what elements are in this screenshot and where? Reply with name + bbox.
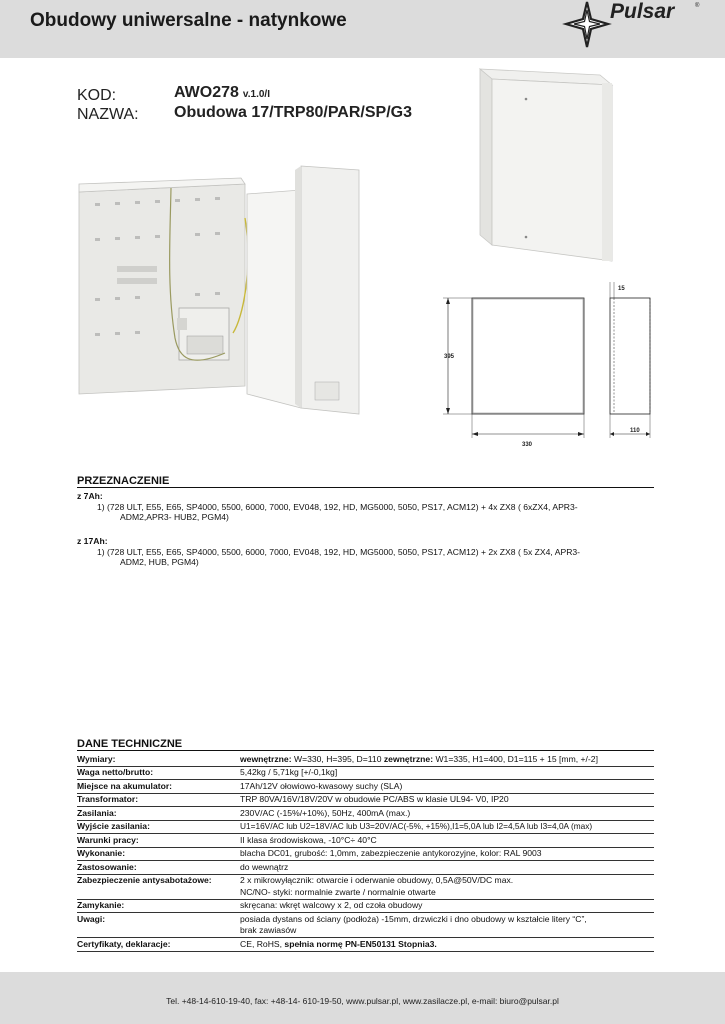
pulsar-star-icon [562,0,612,50]
table-row [77,874,654,899]
row-key: Wyjście zasilania: [77,820,240,834]
value-line: NC/NO- styki: normalnie zwarte / normalnie otwarte [240,886,436,897]
value-bold: wewnętrzne: [240,753,292,764]
table-row [77,899,654,913]
value-bold: zewnętrzne: [383,753,434,764]
table-row [77,820,654,834]
row-key: Wymiary: [77,753,240,766]
product-code-value: AWO278 [174,84,239,101]
row-key: Zastosowanie: [77,861,240,875]
offset-dimension: 15 [618,286,625,292]
row-value [240,913,654,938]
page-title: Obudowy uniwersalne - natynkowe [30,10,347,31]
item-line-continued: ADM2, HUB, PGM4) [120,557,199,567]
footer-bar [0,972,725,1024]
dane-heading: DANE TECHNICZNE [77,738,654,751]
row-key: Certyfikaty, deklaracje: [77,938,240,952]
open-enclosure-photo [75,158,365,418]
przeznaczenie-group-17ah [77,536,654,568]
table-row [77,807,654,821]
product-code [174,84,270,102]
value-line: 2 x mikrowyłącznik: otwarcie i oderwanie obudowy, 0,5A@50V/DC max. [240,875,514,885]
row-value [240,874,654,899]
table-row [77,938,654,952]
brand-name: Pulsar [610,0,675,23]
item-line-continued: ADM2,APR3- HUB2, PGM4) [120,512,229,522]
table-row [77,913,654,938]
registered-mark: ® [695,3,700,9]
row-key: Uwagi: [77,913,240,938]
tech-data-table [77,753,654,952]
value-text: CE, RoHS, [240,938,285,949]
row-key: Miejsce na akumulator: [77,780,240,794]
row-value: TRP 80VA/16V/18V/20V w obudowie PC/ABS w klasie UL94- V0, IP20 [240,793,654,807]
product-name: Obudowa 17/TRP80/PAR/SP/G3 [174,104,412,121]
header-bar [0,0,725,58]
przeznaczenie-group-7ah [77,491,654,523]
closed-enclosure-photo [472,65,617,265]
depth-dimension: 110 [630,428,640,434]
value-bold: spełnia normę PN-EN50131 Stopnia3. [284,938,437,949]
row-key: Zamykanie: [77,899,240,913]
przeznaczenie-heading: PRZEZNACZENIE [77,475,654,488]
row-value: 5,42kg / 5,71kg [+/-0,1kg] [240,766,654,780]
row-value: 230V/AC (-15%/+10%), 50Hz, 400mA (max.) [240,807,654,821]
row-value: skręcana: wkręt walcowy x 2, od czoła obudowy [240,899,654,913]
width-dimension: 330 [522,442,533,448]
row-key: Warunki pracy: [77,834,240,848]
row-value: II klasa środowiskowa, -10°C÷ 40°C [240,834,654,848]
product-version: v.1.0/I [242,89,270,100]
table-row [77,793,654,807]
table-row [77,780,654,794]
table-row [77,753,654,766]
table-row [77,766,654,780]
value-line: posiada dystans od ściany (podłoża) -15mm, drzwiczki i dno obudowy w kształcie litery “C”, [240,913,587,924]
table-row [77,834,654,848]
row-key: Transformator: [77,793,240,807]
list-item [77,547,654,568]
row-value [240,753,654,766]
row-value [240,938,654,952]
row-key: Zabezpieczenie antysabotażowe: [77,874,240,899]
group-label: z 17Ah: [77,536,108,546]
row-value: do wewnątrz [240,861,654,875]
list-item [77,502,654,523]
value-line: brak zawiasów [240,925,297,935]
item-line: 1) (728 ULT, E55, E65, SP4000, 5500, 6000, 7000, EV048, 192, HD, MG5000, 5050, PS17, ACM12) + 2x ZX8 ( 5x ZX4, APR3- [97,546,581,557]
pulsar-logo [562,0,712,50]
row-key: Waga netto/brutto: [77,766,240,780]
table-row [77,847,654,861]
contact-info: Tel. +48-14-610-19-40, fax: +48-14- 610-19-50, www.pulsar.pl, www.zasilacze.pl, e-mail: biuro@pulsar.pl [166,996,559,1006]
nazwa-label: NAZWA: [77,106,139,123]
height-dimension: 395 [444,354,455,360]
value-text: W1=335, H1=400, D1=115 + 15 [mm, +/-2] [433,753,598,764]
item-line: 1) (728 ULT, E55, E65, SP4000, 5500, 6000, 7000, EV048, 192, HD, MG5000, 5050, PS17, ACM12) + 4x ZX8 ( 6xZX4, APR3- [97,501,578,512]
row-key: Zasilania: [77,807,240,821]
kod-label: KOD: [77,87,117,104]
row-key: Wykonanie: [77,847,240,861]
table-row [77,861,654,875]
row-value: 17Ah/12V ołowiowo-kwasowy suchy (SLA) [240,780,654,794]
value-text: W=330, H=395, D=110 [291,753,384,764]
group-label: z 7Ah: [77,491,103,501]
row-value: U1=16V/AC lub U2=18V/AC lub U3=20V/AC(-5%, +15%),I1=5,0A lub I2=4,5A lub I3=4,0A (max) [240,820,654,834]
dimension-drawing [440,278,660,448]
row-value: blacha DC01, grubość: 1,0mm, zabezpieczenie antykorozyjne, kolor: RAL 9003 [240,847,654,861]
